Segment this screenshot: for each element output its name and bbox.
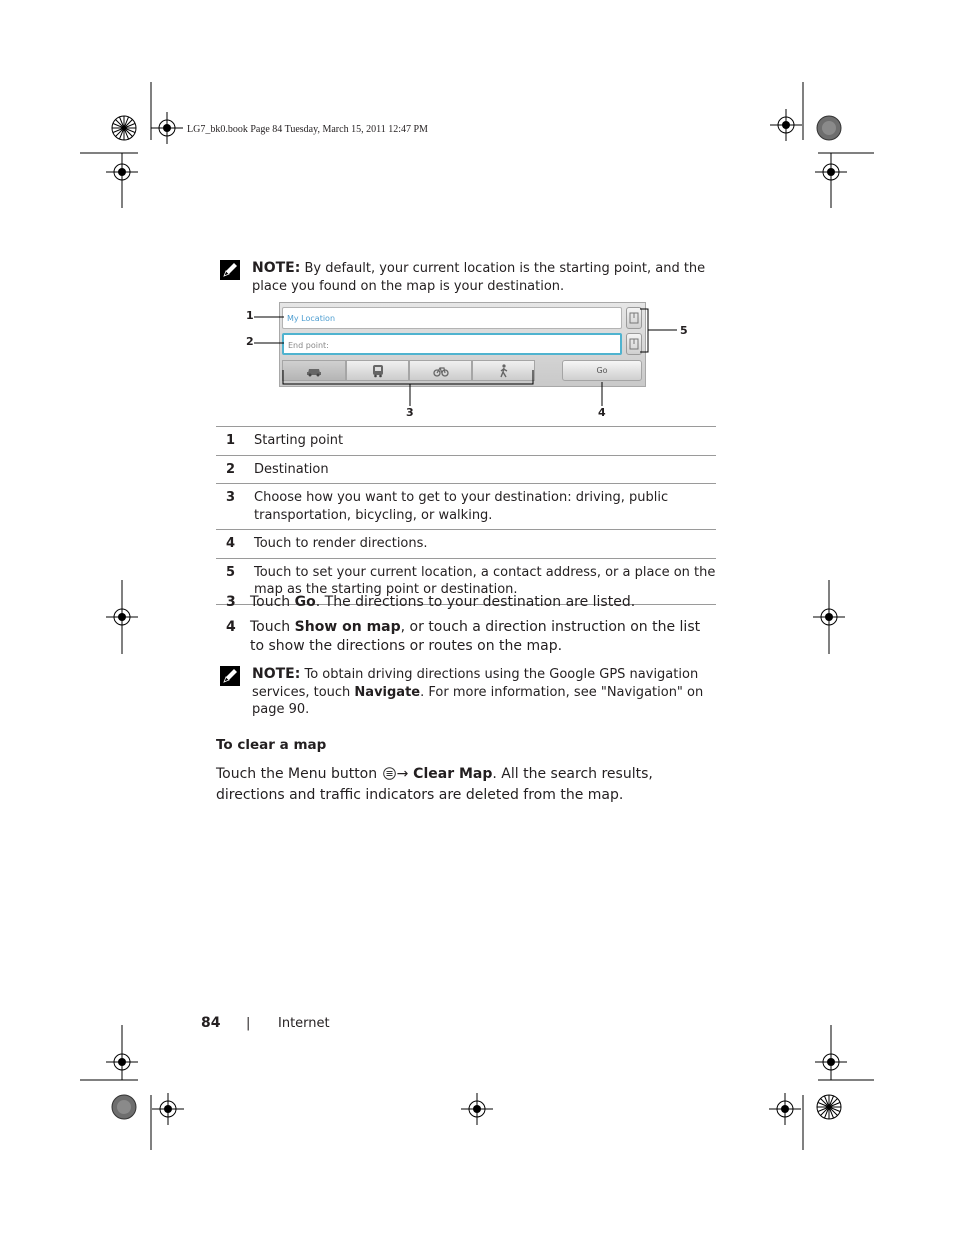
start-point-field: My Location xyxy=(282,307,622,329)
callout-1: 1 xyxy=(246,309,254,322)
page-number: 84 xyxy=(201,1015,221,1031)
body-text: Touch the Menu button xyxy=(216,766,382,782)
note-body: . For more information, see "Navigation" on page 90. xyxy=(252,684,704,717)
legend-number: 3 xyxy=(216,484,254,530)
callout-5: 5 xyxy=(680,324,688,337)
menu-button-icon xyxy=(382,767,397,780)
step-number: 4 xyxy=(226,619,236,635)
step-text: . The directions to your destination are listed. xyxy=(315,594,636,610)
legend-number: 2 xyxy=(216,455,254,484)
print-slug: LG7_bk0.book Page 84 Tuesday, March 15, 2011 12:47 PM xyxy=(187,124,428,135)
section-heading: To clear a map xyxy=(216,737,327,753)
table-row xyxy=(216,530,716,559)
footer-separator: | xyxy=(246,1016,251,1031)
step-4 xyxy=(226,618,716,656)
end-point-field: End point: xyxy=(282,333,622,355)
note-label: NOTE: xyxy=(252,666,301,682)
note-pencil-icon xyxy=(220,666,240,686)
note-navigation xyxy=(252,666,714,719)
callout-lines xyxy=(240,300,700,425)
legend-text: Touch to set your current location, a contact address, or a place on the map as the starting point or destination. xyxy=(254,558,716,604)
body-ui-term: Clear Map xyxy=(408,766,493,782)
arrow-glyph: → xyxy=(396,766,409,782)
step-3 xyxy=(226,593,716,612)
note-body: To obtain driving directions using the Google GPS navigation services, touch xyxy=(252,667,699,700)
footer-section: Internet xyxy=(278,1016,330,1031)
table-row xyxy=(216,484,716,530)
note-driving-default xyxy=(252,260,714,295)
callout-4: 4 xyxy=(598,406,606,419)
note-label: NOTE: xyxy=(252,260,301,276)
table-row xyxy=(216,427,716,456)
step-ui-term: Show on map xyxy=(294,619,401,635)
go-button: Go xyxy=(562,360,642,381)
note-pencil-icon xyxy=(220,260,240,280)
legend-text: Starting point xyxy=(254,427,716,456)
legend-number: 4 xyxy=(216,530,254,559)
body-text: . All the search results, directions and traffic indicators are deleted from the map. xyxy=(216,766,653,803)
table-row xyxy=(216,455,716,484)
note-body: By default, your current location is the starting point, and the place you found on the map is your destination. xyxy=(252,261,706,294)
clear-map-paragraph xyxy=(216,764,686,806)
note-ui-term: Navigate xyxy=(354,684,421,700)
step-number: 3 xyxy=(226,594,236,610)
step-text: Touch xyxy=(250,619,295,635)
legend-text: Choose how you want to get to your destination: driving, public transportation, bicycling, or walking. xyxy=(254,484,716,530)
callout-legend-table xyxy=(216,426,716,605)
legend-number: 5 xyxy=(216,558,254,604)
step-text: , or touch a direction instruction on the list to show the directions or routes on the map. xyxy=(250,619,701,654)
step-ui-term: Go xyxy=(294,594,316,610)
legend-text: Touch to render directions. xyxy=(254,530,716,559)
step-text: Touch xyxy=(250,594,295,610)
legend-text: Destination xyxy=(254,455,716,484)
callout-3: 3 xyxy=(406,406,414,419)
callout-2: 2 xyxy=(246,335,254,348)
legend-number: 1 xyxy=(216,427,254,456)
